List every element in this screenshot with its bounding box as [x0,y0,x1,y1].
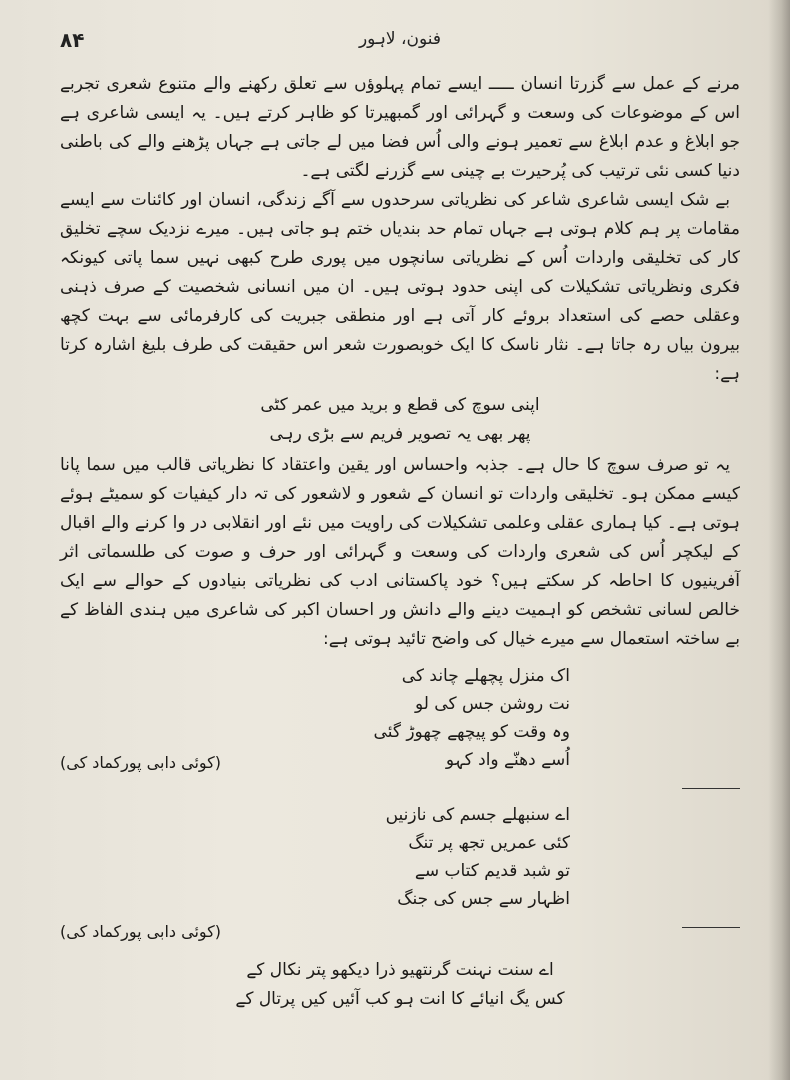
poem-line: کئی عمریں تجھ پر تنگ [408,833,570,853]
poem-stanza [60,801,570,941]
paragraph: مرنے کے عمل سے گزرتا انسان ـــــ ایسے تمام پہلوؤں سے تعلق رکھنے والے متنوع شعری تجربے اس کے موضوعات کی وسعت و گہرائی اور گمبھیرتا کو ظاہر کرتے ہیں۔ یہ ایسی شاعری ہے جو ابلاغ و عدم ابلاغ سے تعمیر ہونے والی اُس فضا میں لے جاتی ہے جہاں پڑھنے والے کی باطنی دنیا کسی نئی ترتیب کی پُرحیرت بے چینی سے گزرنے لگتی ہے۔ [60,74,740,181]
poem-line: تو شبد قدیم کتاب سے [414,861,570,881]
page-number: ۸۴ [60,28,85,52]
verse-line: اے سنت نہنت گرنتھیو ذرا دیکھو پتر نکال کے [246,960,554,980]
running-head: فنون، لاہور [358,29,442,49]
section-divider [682,788,740,789]
book-spine-shadow [768,0,790,1080]
poem-line: اے سنبھلے جسم کی نازنیں [385,805,570,825]
article-body [60,70,740,1014]
poem-line: اک منزل پچھلے چاند کی [401,666,570,686]
quoted-couplet [60,956,740,1014]
poem-stanza [60,662,570,774]
poem-attribution: (کوئی دابی پورکماد کی) [60,922,222,941]
section-divider [682,927,740,928]
poem-attribution: (کوئی دابی پورکماد کی) [60,753,222,772]
poem-line: اُسے دھنّے واد کہو [445,750,570,770]
verse-line: کس یگ انیائے کا انت ہو کب آئیں کیں پرتال کے [235,989,565,1009]
paragraph: بے شک ایسی شاعری شاعر کی نظریاتی سرحدوں سے آگے زندگی، انسان اور کائنات سے ایسے مقامات پر ہم کلام ہوتی ہے جہاں تمام حد بندیاں ختم ہو جاتی ہیں۔ میرے نزدیک سچے تخلیق کار کی تخلیقی واردات اُس کے نظریاتی سانچوں میں پوری طرح کبھی نہیں سما پاتی کیونکہ فکری ونظریاتی تشکیلات کی اپنی حدود ہوتی ہیں۔ ان میں انسانی شخصیت کے صرف ذہنی وعقلی حصے کی استعداد بروئے کار آتی ہے اور منطقی جبریت کی کارفرمائی سے بہت کچھ بیرون بیاں رہ جاتا ہے۔ نثار ناسک کا ایک خوبصورت شعر اس حقیقت کی طرف بلیغ اشارہ کرتا ہے: [60,190,740,384]
poem-line: اظہار سے جس کی جنگ [397,889,570,909]
verse-line: پھر بھی یہ تصویر فریم سے بڑی رہی [269,424,531,444]
paragraph: یہ تو صرف سوچ کا حال ہے۔ جذبہ واحساس اور یقین واعتقاد کا نظریاتی قالب میں سما پانا کیسے ممکن ہو۔ تخلیقی واردات تو انسان کے شعور و لاشعور کی تہ دار کیفیات کو سمیٹے ہوئے ہوتی ہے۔ کیا ہماری عقلی وعلمی تشکیلات کی راویت میں نئے اور انقلابی در وا کرنے والے اقبال کے لیکچر اُس کی شعری واردات کی وسعت و گہرائی اور حرف و صوت کی طلسماتی اثر آفرینیوں کا احاطہ کر سکتے ہیں؟ خود پاکستانی ادب کی نظریاتی بنیادوں کے حوالے سے ایک خالص لسانی تشخص کو اہمیت دینے والے دانش ور احسان اکبر کی شاعری میں ہندی الفاظ کے بے ساختہ استعمال سے میرے خیال کی واضح تائید ہوتی ہے: [60,455,740,649]
poem-line: نت روشن جس کی لو [414,694,570,714]
quoted-couplet [60,391,740,449]
page-header [60,28,740,56]
verse-line: اپنی سوچ کی قطع و برید میں عمر کٹی [260,395,540,415]
poem-line: وہ وقت کو پیچھے چھوڑ گئی [373,722,570,742]
